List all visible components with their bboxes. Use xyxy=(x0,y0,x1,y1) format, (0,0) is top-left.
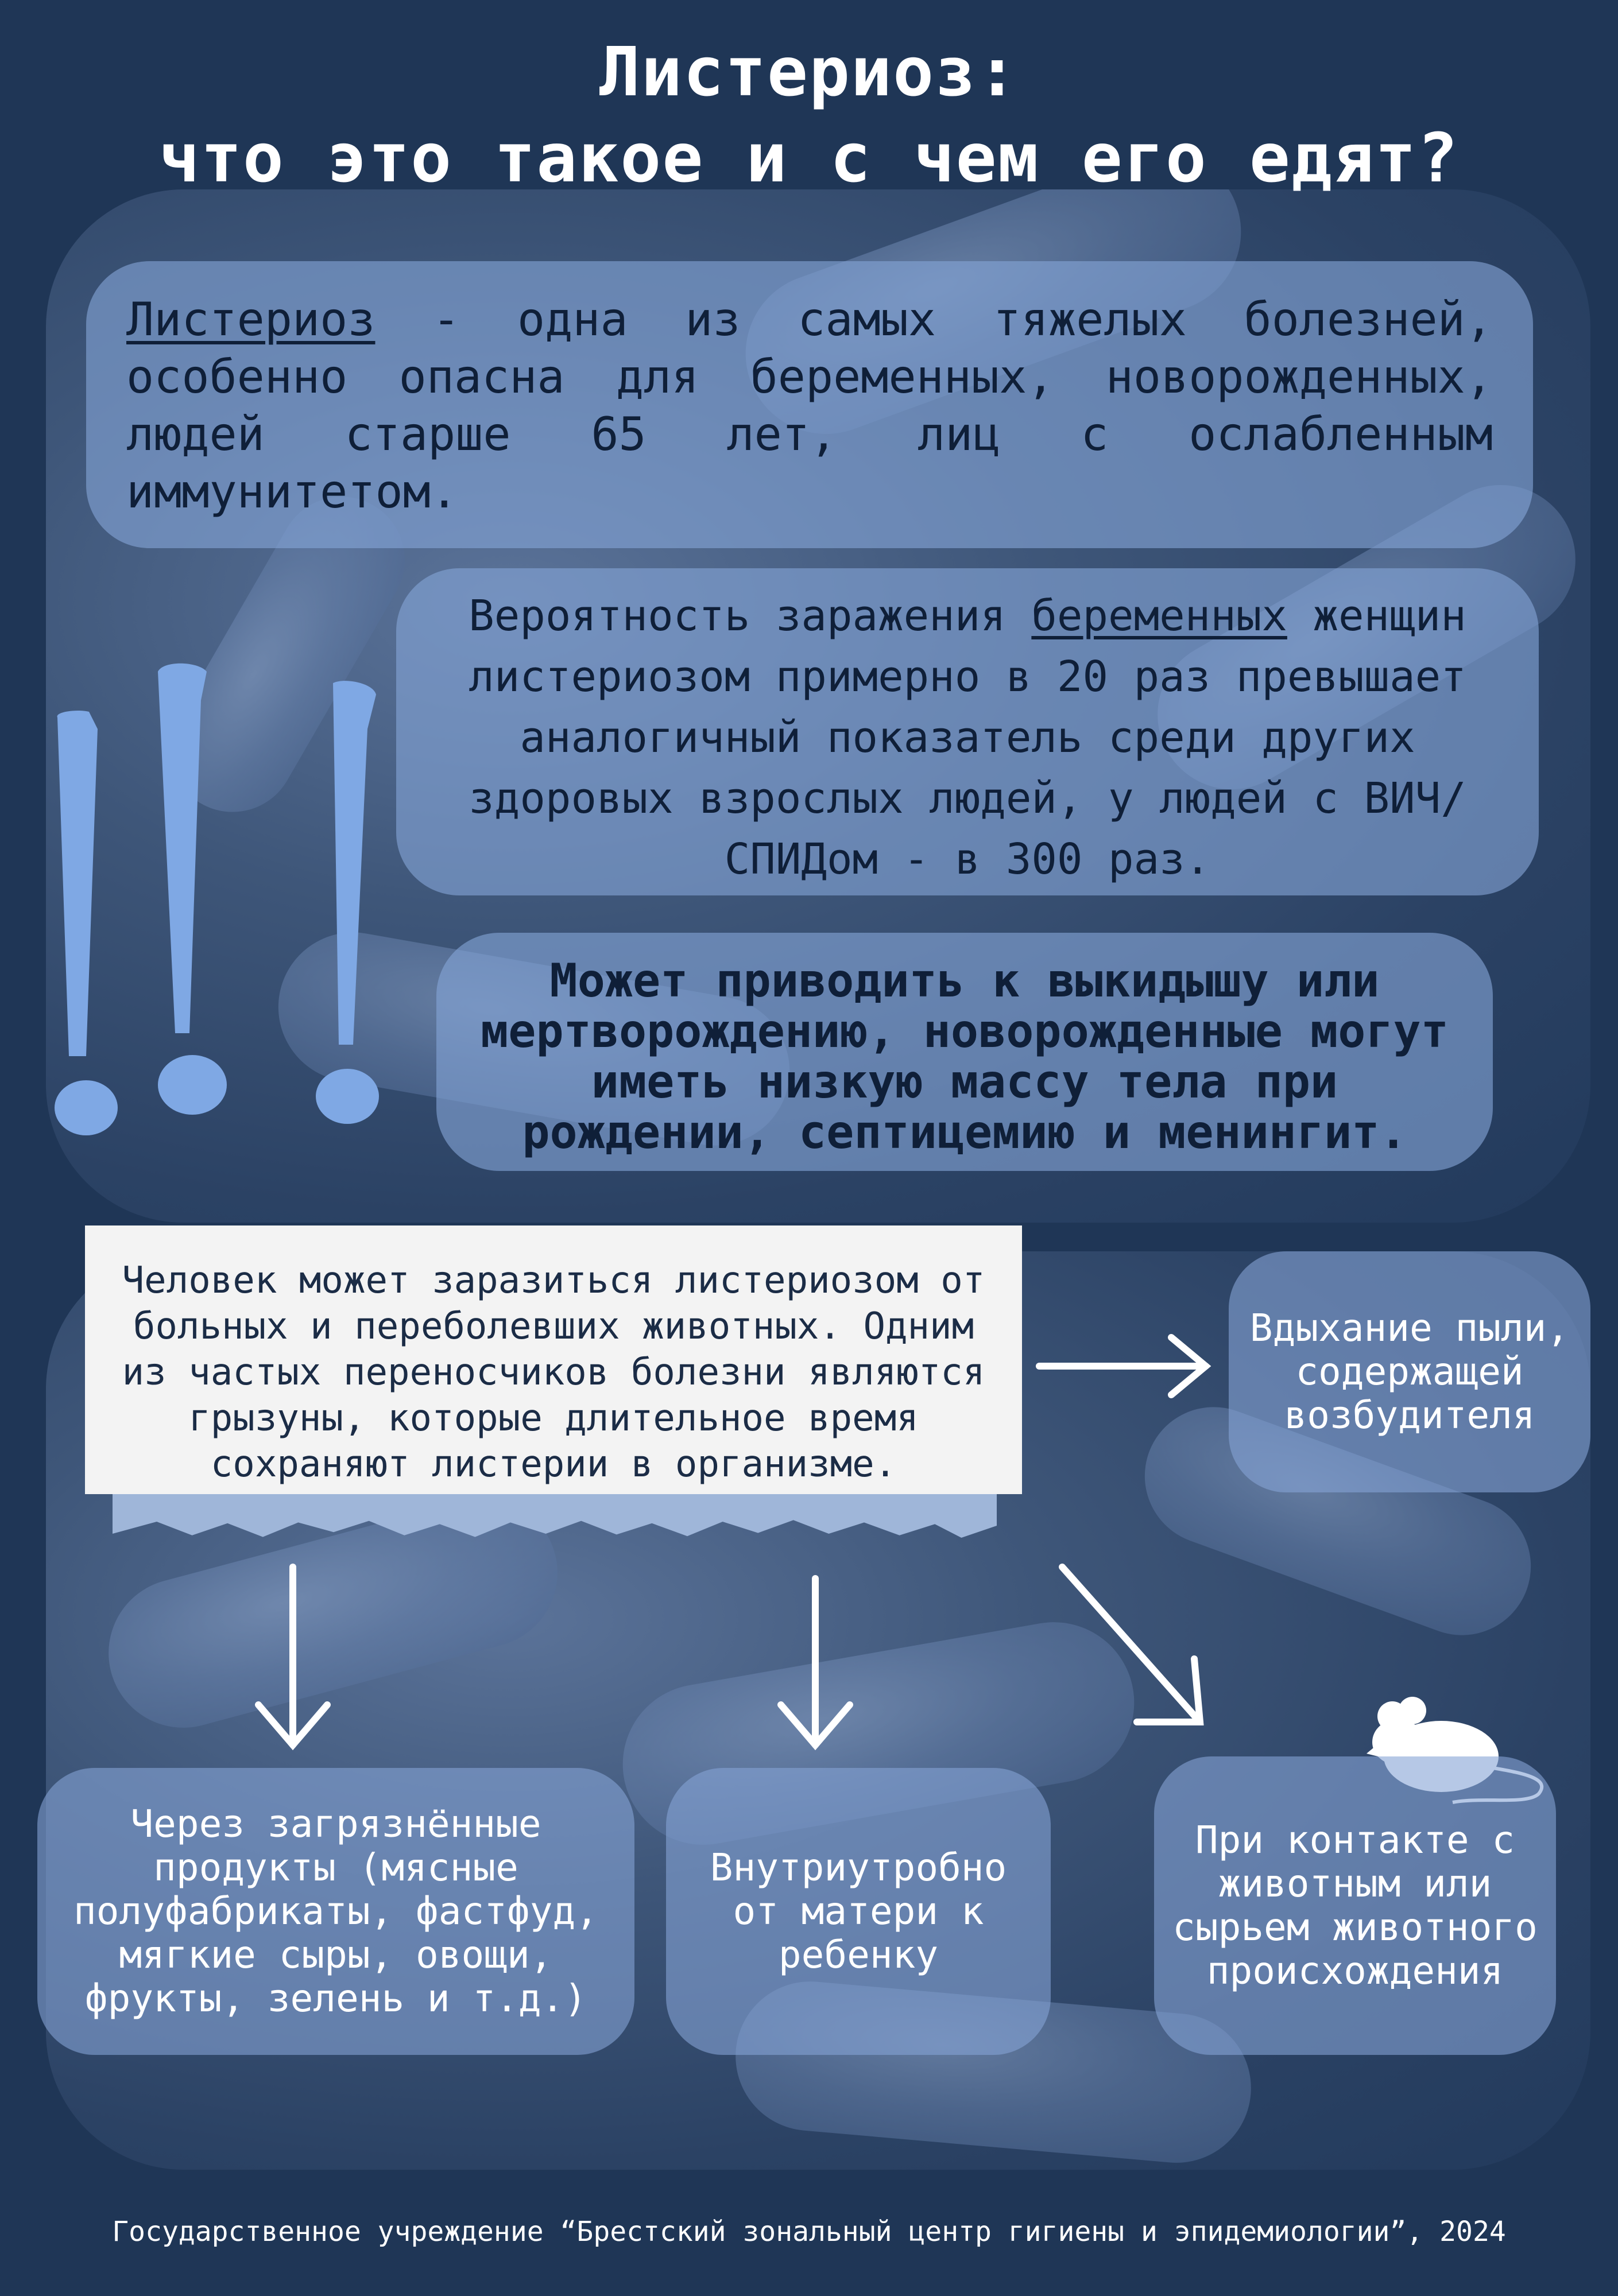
page-title xyxy=(0,29,1618,201)
route-animals-text: При контакте с животным или сырьем животного происхождения xyxy=(1172,1818,1538,1993)
route-dust-card xyxy=(1229,1251,1590,1492)
footer-credit: Государственное учреждение “Брестский зональный центр гигиены и эпидемиологии”, 2024 xyxy=(112,2216,1506,2248)
route-animals-card xyxy=(1154,1756,1556,2055)
title-line-1: Листериоз: xyxy=(599,32,1019,111)
intro-text xyxy=(126,291,1493,521)
consequences-text: Может приводить к выкидышу или мертворождению, новорожденные могут иметь низкую массу тела при рождении, септицемию и менингит. xyxy=(481,954,1449,1159)
risk-text xyxy=(419,585,1516,890)
consequences-card xyxy=(436,933,1493,1171)
source-note xyxy=(85,1225,1022,1494)
route-food-text: Через загрязнённые продукты (мясные полуфабрикаты, фастфуд, мягкие сыры, овощи, фрукты, зелень и т.д.) xyxy=(73,1802,598,2020)
route-dust-text: Вдыхание пыли, содержащей возбудителя xyxy=(1249,1306,1570,1437)
title-line-2: что это такое и с чем его едят? xyxy=(158,118,1460,197)
intro-definition: - одна из самых тяжелых болезней, особенно опасна для беременных, новорожденных, людей старше 65 лет, лиц с ослабленным иммунитетом. xyxy=(126,293,1493,518)
risk-highlight: беременных xyxy=(1031,591,1287,641)
intro-term: Листериоз xyxy=(126,293,376,346)
exclamation-marks-icon xyxy=(34,654,379,1142)
arrow-icon xyxy=(769,1573,861,1756)
arrow-icon xyxy=(247,1561,339,1756)
route-mother-card xyxy=(666,1768,1051,2055)
risk-card xyxy=(396,568,1539,895)
route-mother-text: Внутриутробно от матери к ребенку xyxy=(710,1845,1007,1977)
risk-text-before: Вероятность заражения xyxy=(469,591,1032,641)
arrow-icon xyxy=(1033,1332,1217,1401)
risk-text-after: женщин листериозом примерно в 20 раз превышает аналогичный показатель среди других здоровых взрослых людей, у людей с ВИЧ/СПИДом - в 300 раз. xyxy=(469,591,1466,884)
arrow-icon xyxy=(1051,1556,1223,1739)
source-note-text: Человек может заразиться листериозом от больных и переболевших животных. Одним из частых переносчиков болезни являются грызуны, которые длительное время сохраняют листерии в организме. xyxy=(122,1259,985,1486)
route-food-card xyxy=(37,1768,634,2055)
intro-card xyxy=(86,261,1533,548)
